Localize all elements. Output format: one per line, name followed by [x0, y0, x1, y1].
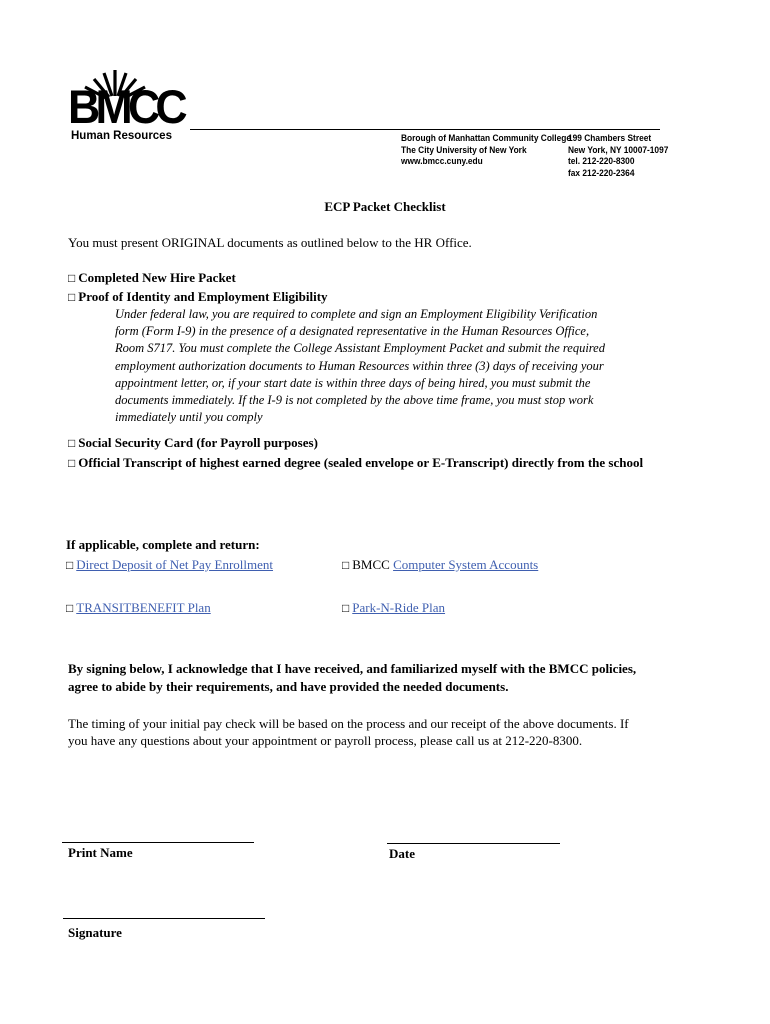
- checklist-item[interactable]: [68, 289, 328, 305]
- checklist-item[interactable]: [68, 270, 236, 286]
- notice-line: Under federal law, you are required to complete and sign an Employment Eligibility Verification: [115, 307, 598, 321]
- college-website: www.bmcc.cuny.edu: [401, 156, 483, 167]
- note-line: you have any questions about your appointment or payroll process, please call us at 212-220-8300.: [68, 733, 583, 748]
- computer-accounts-option[interactable]: [342, 557, 538, 573]
- checklist-item-label: Proof of Identity and Employment Eligibility: [78, 289, 328, 304]
- notice-line: immediately until you comply: [115, 410, 263, 425]
- header-divider: [190, 129, 660, 130]
- checkbox-icon[interactable]: □: [66, 601, 74, 615]
- applicable-heading: If applicable, complete and return:: [66, 537, 260, 552]
- acknowledgement-text: [68, 660, 636, 696]
- acknowledgement-line: agree to abide by their requirements, and have provided the needed documents.: [68, 679, 509, 694]
- checkbox-icon[interactable]: □: [68, 436, 76, 450]
- acknowledgement-line: By signing below, I acknowledge that I have received, and familiarized myself with the BMCC policies,: [68, 661, 637, 676]
- checkbox-icon[interactable]: □: [342, 601, 350, 615]
- signature-label: Signature: [68, 925, 122, 940]
- date-label: Date: [389, 846, 415, 861]
- fax: fax 212-220-2364: [568, 167, 635, 179]
- checkbox-icon[interactable]: □: [68, 290, 76, 304]
- note-line: The timing of your initial pay check will be based on the process and our receipt of the above documents. If: [68, 716, 629, 731]
- college-address-block: [401, 133, 571, 168]
- park-n-ride-link[interactable]: Park-N-Ride Plan: [352, 600, 446, 615]
- date-line[interactable]: [387, 843, 560, 844]
- checkbox-icon[interactable]: □: [68, 271, 76, 285]
- intro-text: You must present ORIGINAL documents as outlined below to the HR Office.: [68, 235, 472, 250]
- print-name-label: Print Name: [68, 845, 133, 860]
- notice-line: documents immediately. If the I-9 is not completed by the above time frame, you must stop work: [115, 393, 594, 408]
- direct-deposit-option[interactable]: [66, 557, 273, 573]
- bmcc-wordmark: BMCC: [68, 80, 183, 133]
- direct-deposit-link[interactable]: Direct Deposit of Net Pay Enrollment: [76, 557, 274, 572]
- checkbox-icon[interactable]: □: [66, 558, 74, 572]
- notice-line: form (Form I-9) in the presence of a designated representative in the Human Resources Office,: [115, 324, 590, 339]
- checklist-item-label: Official Transcript of highest earned degree (sealed envelope or E-Transcript) directly from the school: [78, 455, 644, 470]
- computer-accounts-prefix: BMCC: [352, 557, 394, 572]
- page-title: ECP Packet Checklist: [324, 199, 446, 214]
- transit-benefit-option[interactable]: [66, 600, 211, 616]
- telephone: tel. 212-220-8300: [568, 156, 635, 167]
- contact-block: [568, 133, 668, 179]
- street-address: 199 Chambers Street: [568, 133, 652, 144]
- pay-timing-note: [68, 715, 629, 749]
- checklist-item-label: Completed New Hire Packet: [78, 270, 236, 285]
- park-n-ride-option[interactable]: [342, 600, 445, 616]
- city-state-zip: New York, NY 10007-1097: [568, 144, 669, 156]
- notice-line: employment authorization documents to Human Resources within three (3) days of receiving your: [115, 358, 604, 373]
- i9-notice: [115, 306, 675, 426]
- notice-line: Room S717. You must complete the College Assistant Employment Packet and submit the required: [115, 341, 605, 356]
- checkbox-icon[interactable]: □: [68, 456, 76, 470]
- checklist-item[interactable]: [68, 435, 318, 451]
- checklist-item-label: Social Security Card (for Payroll purposes): [78, 435, 318, 450]
- checkbox-icon[interactable]: □: [342, 558, 350, 572]
- department-label: Human Resources: [71, 130, 172, 142]
- university-name: The City University of New York: [401, 144, 527, 156]
- notice-line: appointment letter, or, if your start date is within three days of being hired, you must submit the: [115, 375, 591, 390]
- college-name: Borough of Manhattan Community College: [401, 133, 571, 144]
- signature-line[interactable]: [63, 918, 265, 919]
- print-name-line[interactable]: [62, 842, 254, 843]
- checklist-item[interactable]: [68, 455, 643, 471]
- computer-accounts-link[interactable]: Computer System Accounts: [393, 557, 539, 572]
- transit-benefit-link[interactable]: TRANSITBENEFIT Plan: [76, 600, 211, 615]
